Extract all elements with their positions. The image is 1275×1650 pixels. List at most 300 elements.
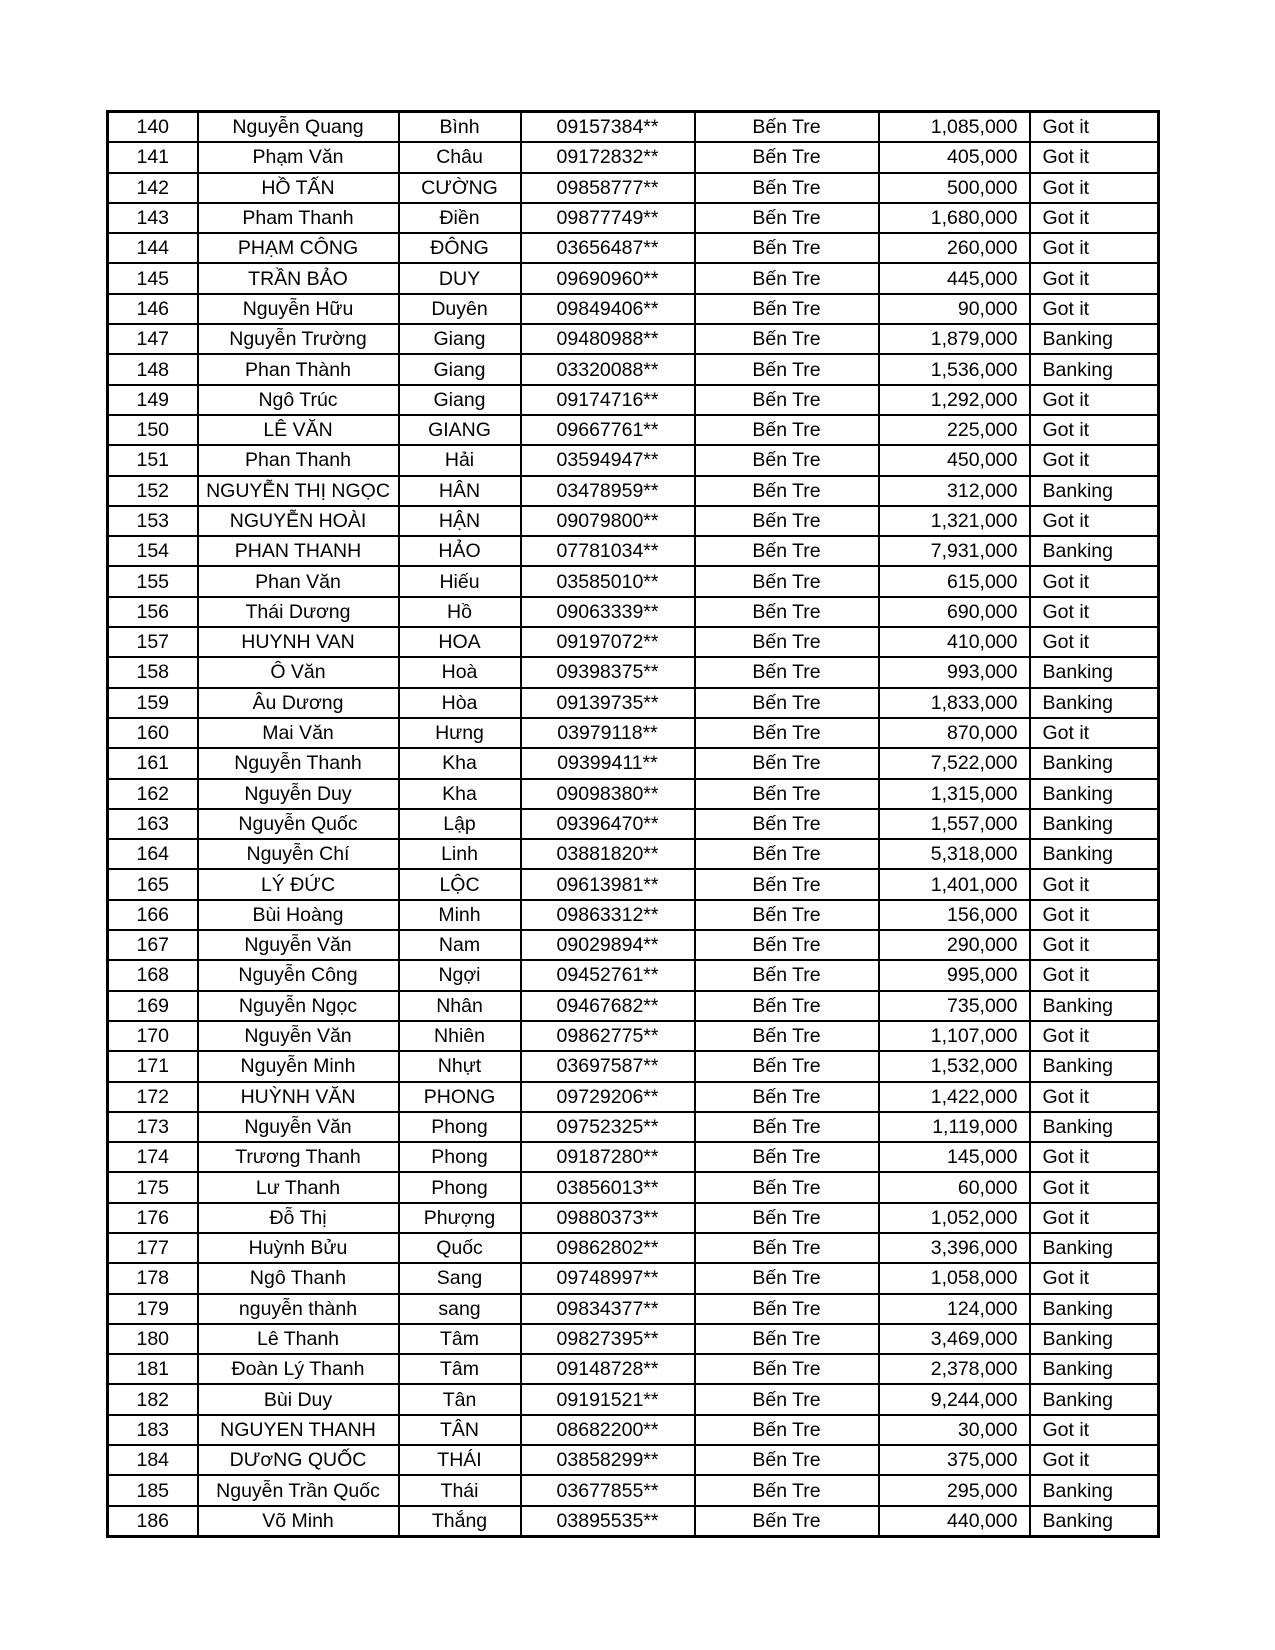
row-number-cell: 180 [108, 1324, 198, 1354]
amount-cell: 1,315,000 [879, 779, 1030, 809]
table-row [108, 1445, 1159, 1475]
table-row [108, 1142, 1159, 1172]
phone-number-cell: 09157384** [521, 112, 695, 143]
first-middle-name-cell: Bùi Duy [198, 1384, 399, 1414]
row-number-cell: 158 [108, 657, 198, 687]
first-middle-name-cell: Nguyễn Quang [198, 112, 399, 143]
table-row [108, 233, 1159, 263]
phone-number-cell: 09690960** [521, 263, 695, 293]
row-number-cell: 156 [108, 597, 198, 627]
amount-cell: 690,000 [879, 597, 1030, 627]
phone-number-cell: 07781034** [521, 536, 695, 566]
last-name-cell: Quốc [399, 1233, 521, 1263]
phone-number-cell: 09191521** [521, 1384, 695, 1414]
province-cell: Bến Tre [695, 385, 879, 415]
amount-cell: 993,000 [879, 657, 1030, 687]
table-row [108, 930, 1159, 960]
status-cell: Got it [1030, 566, 1159, 596]
phone-number-cell: 09827395** [521, 1324, 695, 1354]
first-middle-name-cell: Lê Thanh [198, 1324, 399, 1354]
province-cell: Bến Tre [695, 930, 879, 960]
first-middle-name-cell: Võ Minh [198, 1506, 399, 1537]
row-number-cell: 163 [108, 809, 198, 839]
table-row [108, 960, 1159, 990]
status-cell: Banking [1030, 1384, 1159, 1414]
status-cell: Banking [1030, 748, 1159, 778]
first-middle-name-cell: Mai Văn [198, 718, 399, 748]
first-middle-name-cell: Trương Thanh [198, 1142, 399, 1172]
phone-number-cell: 08682200** [521, 1415, 695, 1445]
row-number-cell: 168 [108, 960, 198, 990]
table-row [108, 203, 1159, 233]
roster-table-body [108, 112, 1159, 1537]
province-cell: Bến Tre [695, 1415, 879, 1445]
last-name-cell: HẢO [399, 536, 521, 566]
first-middle-name-cell: PHẠM CÔNG [198, 233, 399, 263]
first-middle-name-cell: Nguyễn Minh [198, 1051, 399, 1081]
last-name-cell: Giang [399, 354, 521, 384]
row-number-cell: 181 [108, 1354, 198, 1384]
phone-number-cell: 03881820** [521, 839, 695, 869]
status-cell: Banking [1030, 536, 1159, 566]
phone-number-cell: 09752325** [521, 1112, 695, 1142]
phone-number-cell: 09467682** [521, 991, 695, 1021]
phone-number-cell: 03856013** [521, 1172, 695, 1202]
last-name-cell: TÂN [399, 1415, 521, 1445]
first-middle-name-cell: Nguyễn Chí [198, 839, 399, 869]
first-middle-name-cell: Nguyễn Văn [198, 930, 399, 960]
table-row [108, 779, 1159, 809]
row-number-cell: 162 [108, 779, 198, 809]
last-name-cell: Hòa [399, 688, 521, 718]
province-cell: Bến Tre [695, 203, 879, 233]
row-number-cell: 174 [108, 1142, 198, 1172]
table-row [108, 1415, 1159, 1445]
province-cell: Bến Tre [695, 1142, 879, 1172]
phone-number-cell: 09029894** [521, 930, 695, 960]
status-cell: Banking [1030, 1112, 1159, 1142]
amount-cell: 1,879,000 [879, 324, 1030, 354]
row-number-cell: 143 [108, 203, 198, 233]
row-number-cell: 172 [108, 1082, 198, 1112]
last-name-cell: DUY [399, 263, 521, 293]
first-middle-name-cell: LÊ VĂN [198, 415, 399, 445]
status-cell: Got it [1030, 1142, 1159, 1172]
status-cell: Got it [1030, 597, 1159, 627]
last-name-cell: Linh [399, 839, 521, 869]
row-number-cell: 177 [108, 1233, 198, 1263]
province-cell: Bến Tre [695, 112, 879, 143]
phone-number-cell: 09480988** [521, 324, 695, 354]
phone-number-cell: 09063339** [521, 597, 695, 627]
last-name-cell: Sang [399, 1263, 521, 1293]
first-middle-name-cell: DƯơNG QUỐC [198, 1445, 399, 1475]
status-cell: Banking [1030, 1294, 1159, 1324]
province-cell: Bến Tre [695, 1263, 879, 1293]
status-cell: Got it [1030, 1021, 1159, 1051]
row-number-cell: 152 [108, 476, 198, 506]
table-row [108, 263, 1159, 293]
amount-cell: 1,422,000 [879, 1082, 1030, 1112]
phone-number-cell: 09834377** [521, 1294, 695, 1324]
phone-number-cell: 09079800** [521, 506, 695, 536]
status-cell: Got it [1030, 112, 1159, 143]
province-cell: Bến Tre [695, 1354, 879, 1384]
first-middle-name-cell: Phan Thành [198, 354, 399, 384]
table-row [108, 476, 1159, 506]
province-cell: Bến Tre [695, 1233, 879, 1263]
amount-cell: 156,000 [879, 900, 1030, 930]
last-name-cell: Hồ [399, 597, 521, 627]
phone-number-cell: 03677855** [521, 1475, 695, 1505]
amount-cell: 7,522,000 [879, 748, 1030, 778]
phone-number-cell: 03697587** [521, 1051, 695, 1081]
status-cell: Got it [1030, 445, 1159, 475]
table-row [108, 1384, 1159, 1414]
last-name-cell: Duyên [399, 294, 521, 324]
last-name-cell: Phong [399, 1112, 521, 1142]
phone-number-cell: 09729206** [521, 1082, 695, 1112]
first-middle-name-cell: Nguyễn Văn [198, 1021, 399, 1051]
first-middle-name-cell: Đỗ Thị [198, 1203, 399, 1233]
phone-number-cell: 09396470** [521, 809, 695, 839]
last-name-cell: Hưng [399, 718, 521, 748]
last-name-cell: Giang [399, 385, 521, 415]
first-middle-name-cell: Phạm Văn [198, 142, 399, 172]
table-row [108, 991, 1159, 1021]
row-number-cell: 166 [108, 900, 198, 930]
table-row [108, 1294, 1159, 1324]
first-middle-name-cell: Nguyễn Duy [198, 779, 399, 809]
first-middle-name-cell: nguyễn thành [198, 1294, 399, 1324]
amount-cell: 1,536,000 [879, 354, 1030, 384]
amount-cell: 5,318,000 [879, 839, 1030, 869]
last-name-cell: HOA [399, 627, 521, 657]
status-cell: Got it [1030, 900, 1159, 930]
table-row [108, 627, 1159, 657]
province-cell: Bến Tre [695, 960, 879, 990]
phone-number-cell: 09197072** [521, 627, 695, 657]
status-cell: Banking [1030, 324, 1159, 354]
status-cell: Banking [1030, 839, 1159, 869]
province-cell: Bến Tre [695, 1051, 879, 1081]
last-name-cell: Thắng [399, 1506, 521, 1537]
table-row [108, 1506, 1159, 1537]
first-middle-name-cell: Bùi Hoàng [198, 900, 399, 930]
last-name-cell: Hải [399, 445, 521, 475]
table-row [108, 1172, 1159, 1202]
amount-cell: 1,532,000 [879, 1051, 1030, 1081]
phone-number-cell: 09398375** [521, 657, 695, 687]
last-name-cell: Phượng [399, 1203, 521, 1233]
amount-cell: 1,401,000 [879, 869, 1030, 899]
first-middle-name-cell: Nguyễn Thanh [198, 748, 399, 778]
row-number-cell: 175 [108, 1172, 198, 1202]
last-name-cell: Lập [399, 809, 521, 839]
table-row [108, 718, 1159, 748]
amount-cell: 30,000 [879, 1415, 1030, 1445]
amount-cell: 440,000 [879, 1506, 1030, 1537]
table-row [108, 566, 1159, 596]
phone-number-cell: 09139735** [521, 688, 695, 718]
amount-cell: 1,833,000 [879, 688, 1030, 718]
province-cell: Bến Tre [695, 476, 879, 506]
province-cell: Bến Tre [695, 1021, 879, 1051]
last-name-cell: Điền [399, 203, 521, 233]
status-cell: Banking [1030, 657, 1159, 687]
last-name-cell: Bình [399, 112, 521, 143]
table-row [108, 748, 1159, 778]
table-row [108, 1233, 1159, 1263]
table-row [108, 657, 1159, 687]
row-number-cell: 148 [108, 354, 198, 384]
amount-cell: 870,000 [879, 718, 1030, 748]
table-row [108, 536, 1159, 566]
last-name-cell: Nhiên [399, 1021, 521, 1051]
first-middle-name-cell: Nguyễn Hữu [198, 294, 399, 324]
province-cell: Bến Tre [695, 657, 879, 687]
amount-cell: 1,052,000 [879, 1203, 1030, 1233]
table-row [108, 1324, 1159, 1354]
phone-number-cell: 09613981** [521, 869, 695, 899]
first-middle-name-cell: Nguyễn Công [198, 960, 399, 990]
status-cell: Got it [1030, 1445, 1159, 1475]
last-name-cell: Hiếu [399, 566, 521, 596]
first-middle-name-cell: Ngô Thanh [198, 1263, 399, 1293]
first-middle-name-cell: Phan Văn [198, 566, 399, 596]
status-cell: Got it [1030, 142, 1159, 172]
phone-number-cell: 03858299** [521, 1445, 695, 1475]
table-row [108, 173, 1159, 203]
table-row [108, 294, 1159, 324]
province-cell: Bến Tre [695, 900, 879, 930]
table-row [108, 900, 1159, 930]
row-number-cell: 149 [108, 385, 198, 415]
province-cell: Bến Tre [695, 779, 879, 809]
last-name-cell: GIANG [399, 415, 521, 445]
table-row [108, 1475, 1159, 1505]
last-name-cell: Minh [399, 900, 521, 930]
first-middle-name-cell: Âu Dương [198, 688, 399, 718]
province-cell: Bến Tre [695, 1324, 879, 1354]
table-row [108, 688, 1159, 718]
last-name-cell: Tâm [399, 1324, 521, 1354]
last-name-cell: Giang [399, 324, 521, 354]
phone-number-cell: 09849406** [521, 294, 695, 324]
phone-number-cell: 09172832** [521, 142, 695, 172]
status-cell: Got it [1030, 385, 1159, 415]
phone-number-cell: 03656487** [521, 233, 695, 263]
amount-cell: 290,000 [879, 930, 1030, 960]
first-middle-name-cell: Ô Văn [198, 657, 399, 687]
province-cell: Bến Tre [695, 688, 879, 718]
province-cell: Bến Tre [695, 1506, 879, 1537]
province-cell: Bến Tre [695, 1203, 879, 1233]
amount-cell: 1,107,000 [879, 1021, 1030, 1051]
status-cell: Got it [1030, 1082, 1159, 1112]
row-number-cell: 167 [108, 930, 198, 960]
status-cell: Banking [1030, 1506, 1159, 1537]
province-cell: Bến Tre [695, 142, 879, 172]
row-number-cell: 178 [108, 1263, 198, 1293]
first-middle-name-cell: HUYNH VAN [198, 627, 399, 657]
phone-number-cell: 03594947** [521, 445, 695, 475]
province-cell: Bến Tre [695, 324, 879, 354]
province-cell: Bến Tre [695, 1112, 879, 1142]
row-number-cell: 159 [108, 688, 198, 718]
status-cell: Banking [1030, 991, 1159, 1021]
last-name-cell: Nam [399, 930, 521, 960]
table-row [108, 1203, 1159, 1233]
first-middle-name-cell: Nguyễn Ngọc [198, 991, 399, 1021]
province-cell: Bến Tre [695, 1384, 879, 1414]
last-name-cell: Kha [399, 748, 521, 778]
first-middle-name-cell: Thái Dương [198, 597, 399, 627]
last-name-cell: Nhân [399, 991, 521, 1021]
row-number-cell: 146 [108, 294, 198, 324]
row-number-cell: 142 [108, 173, 198, 203]
amount-cell: 295,000 [879, 1475, 1030, 1505]
status-cell: Got it [1030, 869, 1159, 899]
last-name-cell: Phong [399, 1172, 521, 1202]
row-number-cell: 183 [108, 1415, 198, 1445]
last-name-cell: THÁI [399, 1445, 521, 1475]
province-cell: Bến Tre [695, 415, 879, 445]
last-name-cell: Kha [399, 779, 521, 809]
row-number-cell: 173 [108, 1112, 198, 1142]
amount-cell: 410,000 [879, 627, 1030, 657]
status-cell: Banking [1030, 779, 1159, 809]
status-cell: Got it [1030, 233, 1159, 263]
row-number-cell: 155 [108, 566, 198, 596]
amount-cell: 124,000 [879, 1294, 1030, 1324]
first-middle-name-cell: Pham Thanh [198, 203, 399, 233]
phone-number-cell: 09148728** [521, 1354, 695, 1384]
last-name-cell: Ngợi [399, 960, 521, 990]
province-cell: Bến Tre [695, 354, 879, 384]
table-row [108, 1354, 1159, 1384]
status-cell: Got it [1030, 1172, 1159, 1202]
province-cell: Bến Tre [695, 869, 879, 899]
table-row [108, 385, 1159, 415]
row-number-cell: 157 [108, 627, 198, 657]
first-middle-name-cell: LÝ ĐỨC [198, 869, 399, 899]
row-number-cell: 164 [108, 839, 198, 869]
province-cell: Bến Tre [695, 566, 879, 596]
amount-cell: 500,000 [879, 173, 1030, 203]
amount-cell: 3,396,000 [879, 1233, 1030, 1263]
province-cell: Bến Tre [695, 597, 879, 627]
amount-cell: 445,000 [879, 263, 1030, 293]
table-row [108, 1082, 1159, 1112]
amount-cell: 1,058,000 [879, 1263, 1030, 1293]
status-cell: Banking [1030, 1475, 1159, 1505]
province-cell: Bến Tre [695, 1294, 879, 1324]
province-cell: Bến Tre [695, 748, 879, 778]
table-row [108, 839, 1159, 869]
province-cell: Bến Tre [695, 173, 879, 203]
row-number-cell: 171 [108, 1051, 198, 1081]
amount-cell: 1,085,000 [879, 112, 1030, 143]
status-cell: Got it [1030, 718, 1159, 748]
first-middle-name-cell: HUỲNH VĂN [198, 1082, 399, 1112]
province-cell: Bến Tre [695, 1475, 879, 1505]
last-name-cell: ĐÔNG [399, 233, 521, 263]
status-cell: Banking [1030, 1324, 1159, 1354]
row-number-cell: 150 [108, 415, 198, 445]
amount-cell: 995,000 [879, 960, 1030, 990]
last-name-cell: LỘC [399, 869, 521, 899]
province-cell: Bến Tre [695, 1082, 879, 1112]
last-name-cell: Thái [399, 1475, 521, 1505]
first-middle-name-cell: NGUYEN THANH [198, 1415, 399, 1445]
table-row [108, 1263, 1159, 1293]
last-name-cell: Nhựt [399, 1051, 521, 1081]
phone-number-cell: 09858777** [521, 173, 695, 203]
amount-cell: 615,000 [879, 566, 1030, 596]
row-number-cell: 176 [108, 1203, 198, 1233]
first-middle-name-cell: Nguyễn Quốc [198, 809, 399, 839]
amount-cell: 7,931,000 [879, 536, 1030, 566]
status-cell: Banking [1030, 354, 1159, 384]
amount-cell: 1,557,000 [879, 809, 1030, 839]
row-number-cell: 179 [108, 1294, 198, 1324]
row-number-cell: 182 [108, 1384, 198, 1414]
table-row [108, 1051, 1159, 1081]
phone-number-cell: 09399411** [521, 748, 695, 778]
phone-number-cell: 09863312** [521, 900, 695, 930]
row-number-cell: 186 [108, 1506, 198, 1537]
status-cell: Got it [1030, 415, 1159, 445]
status-cell: Got it [1030, 960, 1159, 990]
table-row [108, 1112, 1159, 1142]
phone-number-cell: 03895535** [521, 1506, 695, 1537]
phone-number-cell: 03320088** [521, 354, 695, 384]
province-cell: Bến Tre [695, 991, 879, 1021]
first-middle-name-cell: Huỳnh Bửu [198, 1233, 399, 1263]
phone-number-cell: 09862775** [521, 1021, 695, 1051]
first-middle-name-cell: NGUYỄN THỊ NGỌC [198, 476, 399, 506]
status-cell: Banking [1030, 1051, 1159, 1081]
amount-cell: 405,000 [879, 142, 1030, 172]
first-middle-name-cell: Lư Thanh [198, 1172, 399, 1202]
first-middle-name-cell: PHAN THANH [198, 536, 399, 566]
table-row [108, 869, 1159, 899]
last-name-cell: CƯỜNG [399, 173, 521, 203]
amount-cell: 1,119,000 [879, 1112, 1030, 1142]
amount-cell: 375,000 [879, 1445, 1030, 1475]
last-name-cell: HÂN [399, 476, 521, 506]
row-number-cell: 185 [108, 1475, 198, 1505]
phone-number-cell: 03979118** [521, 718, 695, 748]
phone-number-cell: 09748997** [521, 1263, 695, 1293]
row-number-cell: 141 [108, 142, 198, 172]
phone-number-cell: 03585010** [521, 566, 695, 596]
amount-cell: 3,469,000 [879, 1324, 1030, 1354]
status-cell: Banking [1030, 476, 1159, 506]
province-cell: Bến Tre [695, 445, 879, 475]
table-row [108, 415, 1159, 445]
phone-number-cell: 03478959** [521, 476, 695, 506]
phone-number-cell: 09098380** [521, 779, 695, 809]
phone-number-cell: 09880373** [521, 1203, 695, 1233]
row-number-cell: 165 [108, 869, 198, 899]
status-cell: Got it [1030, 203, 1159, 233]
status-cell: Got it [1030, 294, 1159, 324]
row-number-cell: 184 [108, 1445, 198, 1475]
province-cell: Bến Tre [695, 1445, 879, 1475]
row-number-cell: 169 [108, 991, 198, 1021]
